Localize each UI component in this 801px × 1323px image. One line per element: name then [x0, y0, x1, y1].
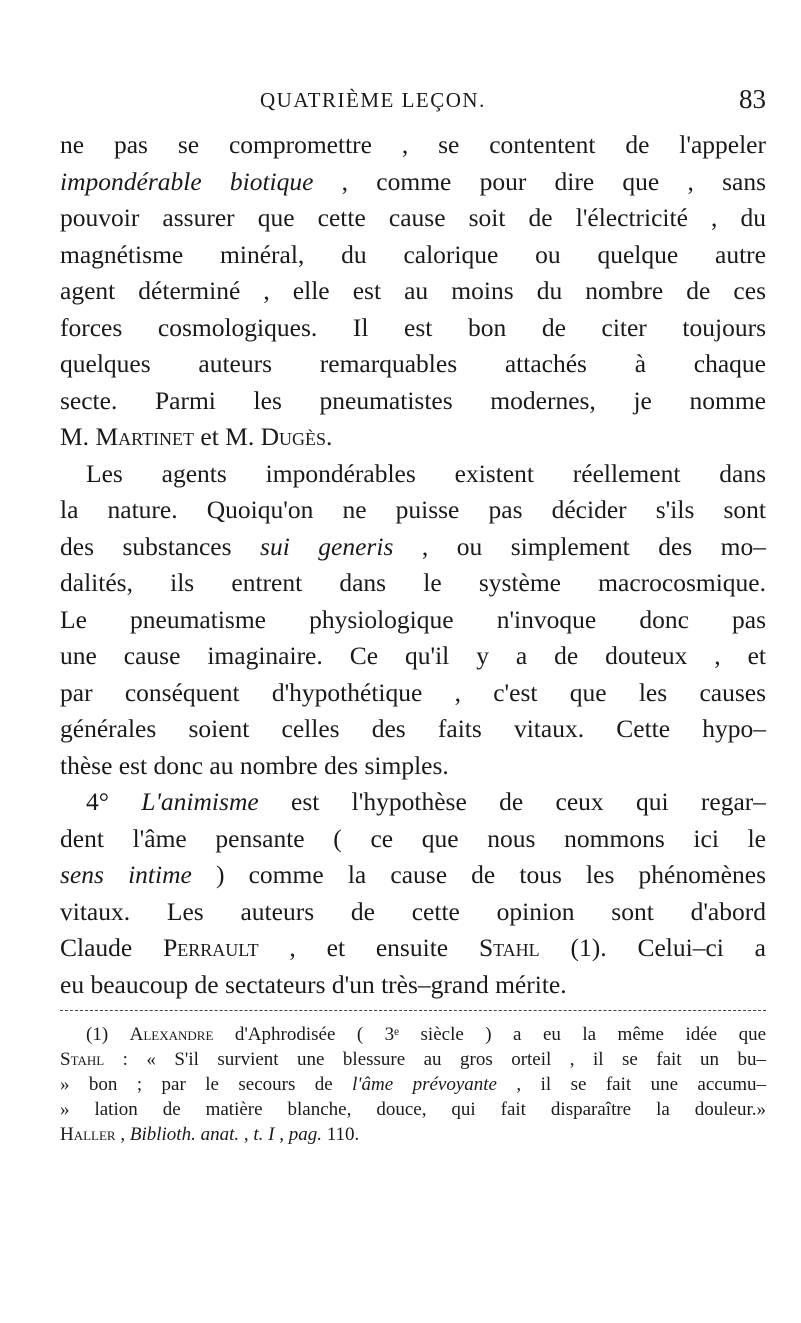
text-line: magnétisme minéral, du calorique ou quelque autre — [60, 239, 766, 269]
text-run: 110. — [321, 1124, 360, 1145]
text-line: eu beaucoup de sectateurs d'un très–grand mérite. — [60, 969, 567, 999]
author-name: Haller — [60, 1124, 116, 1145]
text-line: quelques auteurs remarquables attachés à chaque — [60, 349, 766, 378]
text-run: M. — [60, 422, 96, 451]
page-header — [60, 84, 766, 114]
text-run: 4° — [86, 787, 142, 816]
text-line: vitaux. Les auteurs de cette opinion sont d'abord — [60, 896, 766, 926]
text-line — [60, 784, 766, 821]
text-run: , il se fait une accumu– — [496, 1074, 766, 1095]
italic-term: impondérable biotique — [60, 166, 314, 196]
italic-term: sui generis — [260, 531, 394, 561]
text-line: Le pneumatisme physiologique n'invoque donc pas — [60, 604, 766, 634]
author-name: Stahl — [478, 933, 540, 962]
footnote-line — [60, 1072, 766, 1097]
author-name: Perrault — [163, 933, 259, 962]
text-run: d'Aphrodisée ( 3ᵉ siècle ) a eu la même idée que — [213, 1024, 767, 1045]
text-run: , — [115, 1124, 130, 1145]
footnote-line — [60, 1122, 766, 1147]
body-text — [60, 127, 766, 1003]
text-line: thèse est donc au nombre des simples. — [60, 750, 449, 780]
text-line: pouvoir assurer que cette cause soit de l'électricité , du — [60, 203, 766, 232]
text-run: et M. — [194, 422, 261, 451]
text-run: , et ensuite — [258, 933, 479, 962]
text-line: Les agents impondérables existent réellement dans — [86, 458, 766, 488]
text-line: générales soient celles des faits vitaux. Cette hypo– — [60, 714, 766, 743]
text-line: la nature. Quoiqu'on ne puisse pas décider s'ils sont — [60, 495, 766, 524]
text-line: agent déterminé , elle est au moins du nombre de ces — [60, 276, 766, 305]
text-line — [60, 529, 766, 566]
text-run: , comme pour dire que , sans — [313, 166, 766, 196]
text-line: secte. Parmi les pneumatistes modernes, je nomme — [60, 385, 766, 415]
text-line — [60, 419, 766, 456]
footnote-line: » lation de matière blanche, douce, qui fait disparaître la douleur.» — [60, 1099, 766, 1120]
paragraph — [60, 784, 766, 1003]
citation: Biblioth. anat. , t. I , pag. — [129, 1124, 322, 1145]
footnote-line — [60, 1022, 766, 1047]
italic-term: sens intime — [60, 860, 192, 889]
text-line — [60, 857, 766, 894]
text-line — [60, 930, 766, 967]
footnote-line — [60, 1047, 766, 1072]
page-number: 83 — [739, 84, 766, 114]
paragraph — [60, 127, 766, 456]
footnote-ref: (1). Celui–ci a — [539, 933, 766, 962]
text-line: une cause imaginaire. Ce qu'il y a de douteux , et — [60, 641, 766, 670]
text-run: ) comme la cause de tous les phénomènes — [191, 860, 766, 889]
italic-term: L'animisme — [141, 787, 259, 816]
text-line: forces cosmologiques. Il est bon de citer toujours — [60, 312, 766, 342]
text-run: (1) — [86, 1024, 130, 1045]
text-run: : « S'il survient une blessure au gros orteil , il se fait un bu– — [104, 1049, 766, 1070]
author-name: Martinet — [95, 422, 195, 451]
author-name: Dugès — [260, 422, 327, 451]
text-run: Claude — [60, 933, 164, 962]
text-line — [60, 164, 766, 201]
author-name: Stahl — [60, 1049, 105, 1070]
running-title: QUATRIÈME LEÇON. — [260, 88, 486, 112]
text-line: dent l'âme pensante ( ce que nous nommons ici le — [60, 823, 766, 853]
text-line: dalités, ils entrent dans le système macrocosmique. — [60, 568, 766, 597]
paragraph — [60, 456, 766, 785]
text-line: ne pas se compromettre , se contentent de l'appeler — [60, 130, 766, 159]
italic-term: l'âme prévoyante — [352, 1074, 497, 1095]
text-line: par conséquent d'hypothétique , c'est que les causes — [60, 677, 766, 707]
text-run: est l'hypothèse de ceux qui regar– — [258, 787, 767, 816]
footnote — [60, 1022, 766, 1147]
text-run: . — [326, 422, 333, 451]
text-run: » bon ; par le secours de — [60, 1074, 353, 1095]
footnote-divider — [60, 1010, 766, 1011]
text-run: des substances — [60, 531, 261, 561]
author-name: Alexandre — [129, 1024, 214, 1045]
text-run: , ou simplement des mo– — [393, 531, 767, 561]
